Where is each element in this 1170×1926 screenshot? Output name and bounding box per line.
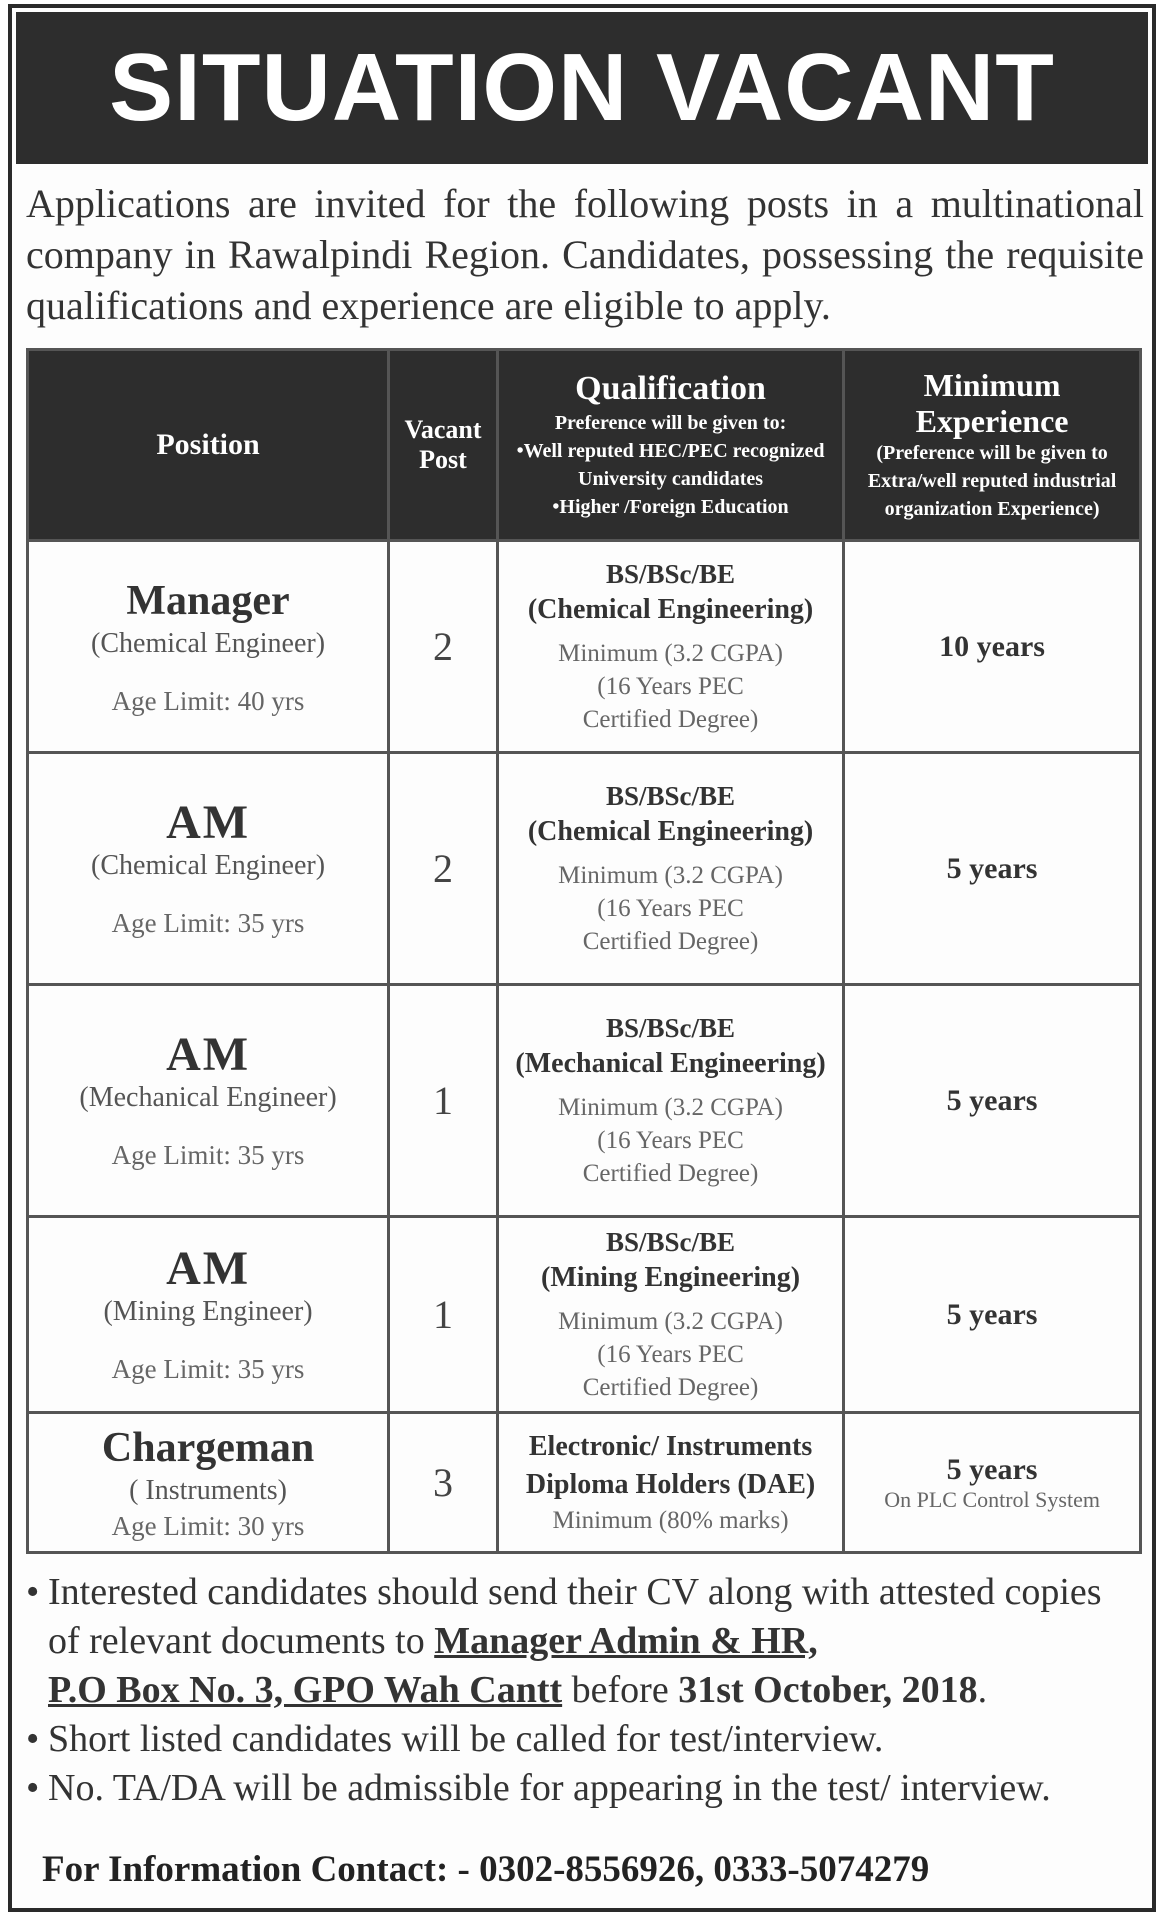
qualification-cell bbox=[497, 1413, 843, 1553]
qualification-minimum-line3: Certified Degree) bbox=[582, 1160, 759, 1187]
qualification-degree: BS/BSc/BE bbox=[606, 1013, 736, 1043]
experience-value: 10 years bbox=[939, 629, 1045, 663]
note-end-text: . bbox=[977, 1669, 988, 1711]
position-cell bbox=[28, 753, 389, 985]
header-vacant-line2: Post bbox=[419, 445, 467, 474]
position-title: AM bbox=[166, 795, 251, 849]
advertisement bbox=[8, 4, 1156, 1912]
vacant-count: 3 bbox=[389, 1413, 498, 1553]
qualification-degree: Electronic/ Instruments bbox=[528, 1431, 813, 1462]
qualification-minimum-line2: (16 Years PEC bbox=[597, 673, 744, 700]
vacant-count: 2 bbox=[389, 753, 498, 985]
note-text bbox=[48, 1568, 1142, 1715]
table-row bbox=[28, 541, 1141, 753]
qualification-minimum-line1: Minimum (3.2 CGPA) bbox=[558, 1094, 783, 1121]
bullet: • bbox=[26, 1718, 40, 1760]
qualification-degree: BS/BSc/BE bbox=[606, 559, 736, 589]
qualification-minimum-line1: Minimum (3.2 CGPA) bbox=[558, 640, 783, 667]
table-row bbox=[28, 1413, 1141, 1553]
list-item bbox=[26, 1568, 1142, 1715]
qualification-cell bbox=[497, 541, 843, 753]
position-subtitle: (Mining Engineer) bbox=[103, 1295, 313, 1327]
deadline-date: 31st October, 2018 bbox=[678, 1669, 978, 1711]
qualification-cell bbox=[497, 985, 843, 1217]
qualification-field: Diploma Holders (DAE) bbox=[525, 1469, 816, 1500]
age-limit: Age Limit: 40 yrs bbox=[111, 685, 305, 716]
qualification-minimum-line3: Certified Degree) bbox=[582, 1374, 759, 1401]
contact-info: For Information Contact: - 0302-8556926, 0333-5074279 bbox=[42, 1849, 930, 1890]
qualification-field: (Mechanical Engineering) bbox=[515, 1048, 826, 1079]
position-title: Chargeman bbox=[101, 1424, 315, 1471]
qualification-cell bbox=[497, 1217, 843, 1413]
position-cell bbox=[28, 1217, 389, 1413]
experience-value: 5 years bbox=[946, 1452, 1038, 1486]
qualification-minimum-line2: (16 Years PEC bbox=[597, 1127, 744, 1154]
header-qualification-note3: •Higher /Foreign Education bbox=[552, 496, 789, 518]
header-vacant-line1: Vacant bbox=[404, 415, 482, 444]
experience-value: 5 years bbox=[946, 851, 1038, 885]
age-limit: Age Limit: 35 yrs bbox=[111, 1139, 305, 1170]
position-title: AM bbox=[166, 1027, 251, 1081]
position-subtitle: (Chemical Engineer) bbox=[91, 849, 326, 881]
header-experience-line2: Experience bbox=[915, 403, 1069, 439]
banner-title: SITUATION VACANT bbox=[16, 12, 1148, 164]
position-title: AM bbox=[166, 1241, 251, 1295]
experience-cell bbox=[844, 541, 1141, 753]
jobs-table bbox=[26, 348, 1142, 1554]
address-line2: P.O Box No. 3, GPO Wah Cantt bbox=[48, 1669, 563, 1711]
table-row bbox=[28, 753, 1141, 985]
qualification-minimum-line1: Minimum (80% marks) bbox=[552, 1507, 789, 1534]
table-row bbox=[28, 1217, 1141, 1413]
list-item bbox=[26, 1715, 1142, 1764]
vacant-count: 2 bbox=[389, 541, 498, 753]
qualification-cell bbox=[497, 753, 843, 985]
qualification-minimum-line1: Minimum (3.2 CGPA) bbox=[558, 862, 783, 889]
qualification-minimum bbox=[505, 1305, 836, 1404]
qualification-field: (Mining Engineering) bbox=[541, 1262, 801, 1293]
age-limit: Age Limit: 35 yrs bbox=[111, 907, 305, 938]
position-subtitle: (Chemical Engineer) bbox=[91, 627, 326, 659]
address-line1: Manager Admin & HR, bbox=[434, 1620, 818, 1662]
experience-value: 5 years bbox=[946, 1083, 1038, 1117]
list-item bbox=[26, 1764, 1142, 1813]
experience-cell bbox=[844, 1217, 1141, 1413]
note-apply-text: Interested candidates should send their CV along with attested copies of relevant documents to bbox=[48, 1571, 1102, 1662]
qualification-minimum-line2: (16 Years PEC bbox=[597, 1341, 744, 1368]
position-title: Manager bbox=[126, 577, 290, 624]
header-qualification-note2: •Well reputed HEC/PEC recognized University candidates bbox=[516, 440, 825, 490]
qualification-minimum bbox=[505, 1091, 836, 1190]
header-position-label: Position bbox=[156, 428, 260, 461]
header-position bbox=[28, 350, 389, 541]
experience-value: 5 years bbox=[946, 1297, 1038, 1331]
age-limit: Age Limit: 35 yrs bbox=[111, 1353, 305, 1384]
qualification-degree: BS/BSc/BE bbox=[606, 1227, 736, 1257]
bullet: • bbox=[26, 1767, 40, 1809]
header-experience-line1: Minimum bbox=[923, 367, 1061, 403]
qualification-degree: BS/BSc/BE bbox=[606, 781, 736, 811]
header-qualification-label: Qualification bbox=[575, 370, 766, 407]
position-subtitle: (Mechanical Engineer) bbox=[79, 1081, 337, 1113]
qualification-field: (Chemical Engineering) bbox=[527, 816, 814, 847]
position-cell bbox=[28, 541, 389, 753]
note-before-text: before bbox=[562, 1669, 679, 1711]
table-row bbox=[28, 985, 1141, 1217]
qualification-minimum-line1: Minimum (3.2 CGPA) bbox=[558, 1308, 783, 1335]
position-cell bbox=[28, 985, 389, 1217]
header-experience-note: (Preference will be given to Extra/well reputed industrial organization Experience) bbox=[867, 442, 1117, 520]
note-text: Short listed candidates will be called for test/interview. bbox=[48, 1718, 884, 1760]
experience-cell bbox=[844, 985, 1141, 1217]
vacant-count: 1 bbox=[389, 985, 498, 1217]
qualification-minimum-line3: Certified Degree) bbox=[582, 928, 759, 955]
age-limit: Age Limit: 30 yrs bbox=[111, 1510, 305, 1541]
qualification-minimum-line3: Certified Degree) bbox=[582, 706, 759, 733]
table-header-row bbox=[28, 350, 1141, 541]
header-qualification bbox=[497, 350, 843, 541]
experience-note: On PLC Control System bbox=[884, 1486, 1100, 1512]
header-qualification-note1: Preference will be given to: bbox=[554, 412, 787, 434]
position-subtitle: ( Instruments) bbox=[129, 1474, 287, 1506]
header-experience bbox=[844, 350, 1141, 541]
intro-paragraph: Applications are invited for the following posts in a multinational company in Rawalpindi Region. Candidates, possessing the requisite qualifications and experience are eligible to apply. bbox=[26, 181, 1144, 328]
note-text: No. TA/DA will be admissible for appearing in the test/ interview. bbox=[48, 1767, 1051, 1809]
position-cell bbox=[28, 1413, 389, 1553]
experience-cell bbox=[844, 1413, 1141, 1553]
qualification-field: (Chemical Engineering) bbox=[527, 594, 814, 625]
notes-list bbox=[26, 1568, 1142, 1813]
experience-cell bbox=[844, 753, 1141, 985]
qualification-minimum-line2: (16 Years PEC bbox=[597, 895, 744, 922]
qualification-minimum bbox=[505, 637, 836, 736]
bullet: • bbox=[26, 1571, 40, 1613]
vacant-count: 1 bbox=[389, 1217, 498, 1413]
qualification-minimum bbox=[505, 859, 836, 958]
header-vacant bbox=[389, 350, 498, 541]
